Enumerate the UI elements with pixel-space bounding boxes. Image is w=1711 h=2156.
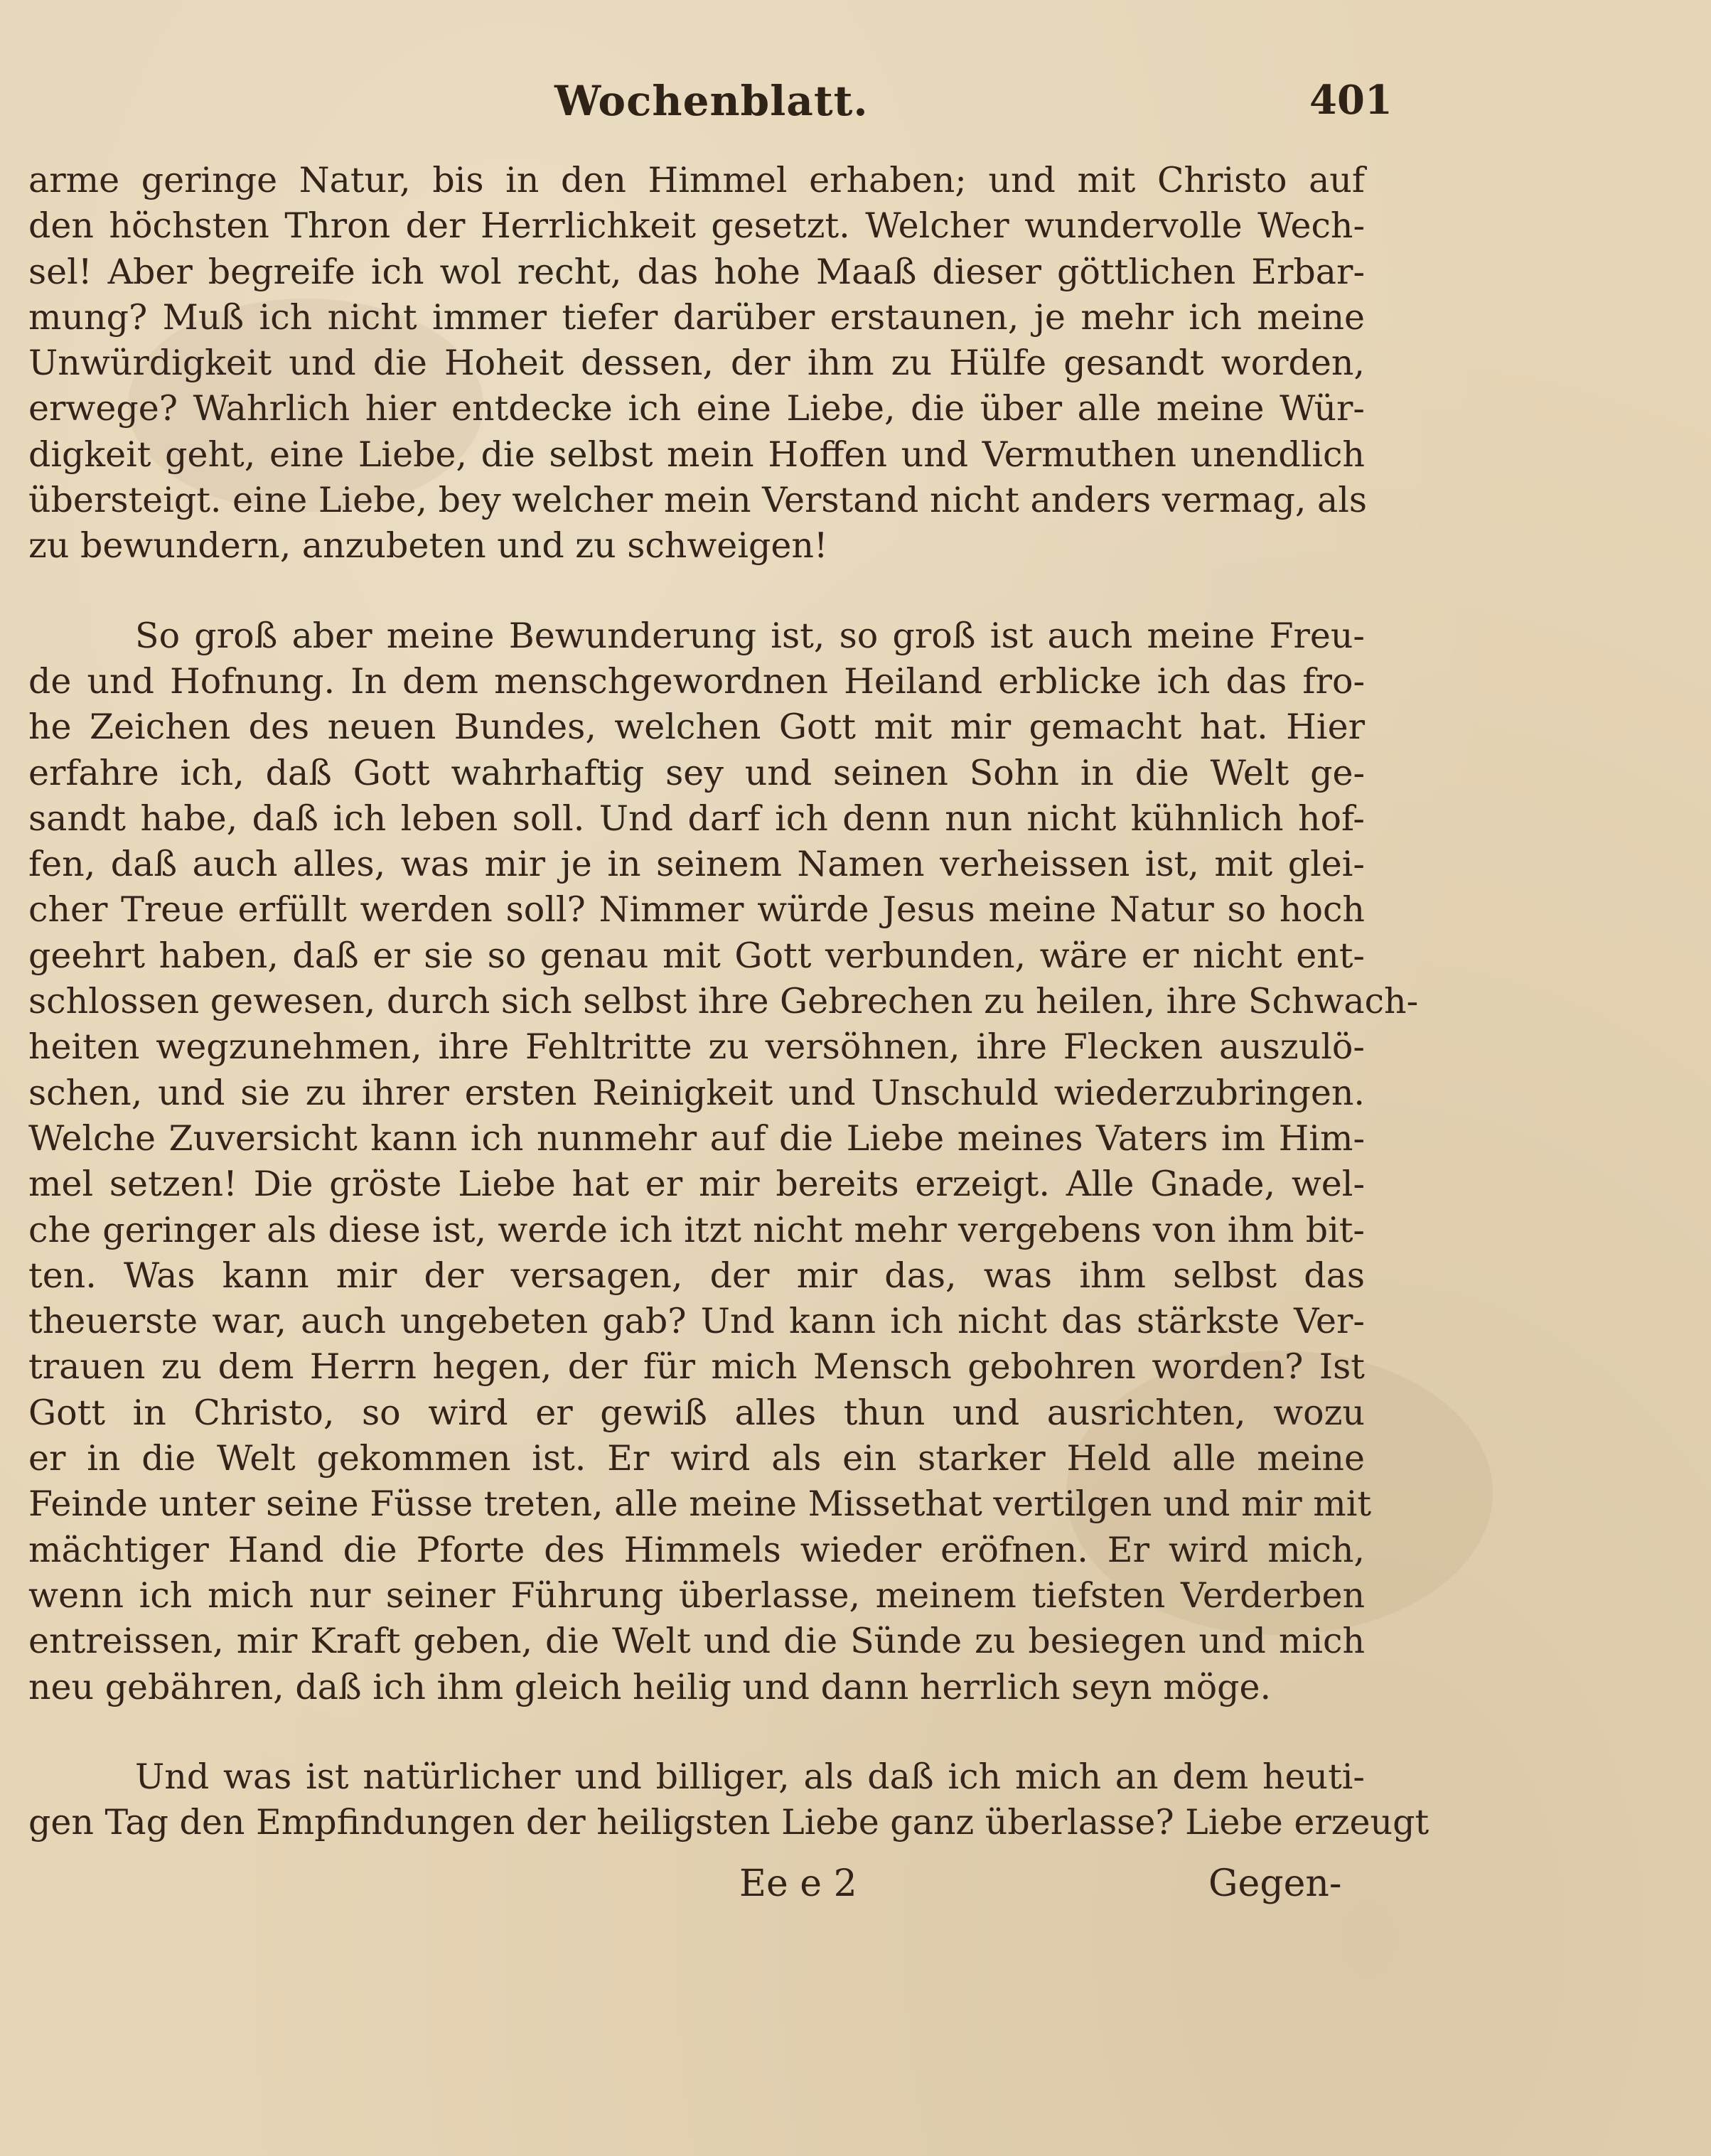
text-line: zu bewundern, anzubeten und zu schweigen! bbox=[28, 525, 828, 567]
text-line: übersteigt. eine Liebe, bey welcher mein Verstand nicht anders vermag, als bbox=[28, 480, 1368, 521]
signature-mark: Ee e 2 bbox=[739, 1862, 857, 1905]
text-line: Gott in Christo, so wird er gewiß alles thun und ausrichten, wozu bbox=[28, 1392, 1365, 1433]
text-line: gen Tag den Empfindungen der heiligsten Liebe ganz überlasse? Liebe erzeugt bbox=[28, 1802, 1430, 1843]
text-line: ten. Was kann mir der versagen, der mir das, was ihm selbst das bbox=[28, 1255, 1365, 1296]
text-line: er in die Welt gekommen ist. Er wird als ein starker Held alle meine bbox=[28, 1438, 1365, 1479]
paragraph-3 bbox=[28, 1754, 1430, 1846]
page-footer bbox=[0, 1862, 1711, 1919]
text-line: mung? Muß ich nicht immer tiefer darüber erstaunen, je mehr ich meine bbox=[28, 296, 1365, 338]
text-line: he Zeichen des neuen Bundes, welchen Gott mit mir gemacht hat. Hier bbox=[28, 707, 1365, 748]
paragraph-1 bbox=[28, 158, 1368, 569]
text-line: neu gebähren, daß ich ihm gleich heilig und dann herrlich seyn möge. bbox=[28, 1666, 1272, 1707]
text-line: den höchsten Thron der Herrlichkeit gesetzt. Welcher wundervolle Wech- bbox=[28, 205, 1365, 247]
text-line: wenn ich mich nur seiner Führung überlasse, meinem tiefsten Verderben bbox=[28, 1575, 1365, 1616]
text-line: arme geringe Natur, bis in den Himmel erhaben; und mit Christo auf bbox=[28, 160, 1365, 200]
page-header bbox=[0, 77, 1711, 134]
text-line: sandt habe, daß ich leben soll. Und darf ich denn nun nicht kühnlich hof- bbox=[28, 798, 1365, 839]
text-line: schen, und sie zu ihrer ersten Reinigkeit und Unschuld wiederzubringen. bbox=[28, 1072, 1365, 1113]
text-line: sel! Aber begreife ich wol recht, das hohe Maaß dieser göttlichen Erbar- bbox=[28, 251, 1365, 292]
text-line: Unwürdigkeit und die Hoheit dessen, der ihm zu Hülfe gesandt worden, bbox=[28, 343, 1365, 384]
text-line: cher Treue erfüllt werden soll? Nimmer würde Jesus meine Natur so hoch bbox=[28, 889, 1365, 930]
text-line: digkeit geht, eine Liebe, die selbst mein Hoffen und Vermuthen unendlich bbox=[28, 434, 1365, 475]
body-text bbox=[28, 158, 1430, 1845]
text-line: So groß aber meine Bewunderung ist, so groß ist auch meine Freu- bbox=[135, 615, 1365, 656]
text-line: erwege? Wahrlich hier entdecke ich eine Liebe, die über alle meine Wür- bbox=[28, 388, 1365, 429]
running-title: Wochenblatt. bbox=[554, 77, 869, 125]
paragraph-gap bbox=[28, 569, 1365, 613]
text-line: Und was ist natürlicher und billiger, als daß ich mich an dem heuti- bbox=[135, 1756, 1365, 1797]
text-line: schlossen gewesen, durch sich selbst ihre Gebrechen zu heilen, ihre Schwach- bbox=[28, 981, 1419, 1022]
text-line: geehrt haben, daß er sie so genau mit Gott verbunden, wäre er nicht ent- bbox=[28, 935, 1365, 976]
paragraph-2 bbox=[28, 613, 1419, 1710]
text-line: Feinde unter seine Füsse treten, alle meine Missethat vertilgen und mir mit bbox=[28, 1484, 1372, 1525]
text-line: trauen zu dem Herrn hegen, der für mich Mensch gebohren worden? Ist bbox=[28, 1346, 1365, 1388]
page-number: 401 bbox=[1309, 77, 1393, 124]
catchword: Gegen- bbox=[1208, 1862, 1342, 1905]
text-line: fen, daß auch alles, was mir je in seinem Namen verheissen ist, mit glei- bbox=[28, 844, 1365, 885]
text-line: entreissen, mir Kraft geben, die Welt und die Sünde zu besiegen und mich bbox=[28, 1621, 1365, 1662]
text-line: theuerste war, auch ungebeten gab? Und kann ich nicht das stärkste Ver- bbox=[28, 1301, 1365, 1342]
text-line: mächtiger Hand die Pforte des Himmels wieder eröfnen. Er wird mich, bbox=[28, 1529, 1365, 1570]
text-line: erfahre ich, daß Gott wahrhaftig sey und seinen Sohn in die Welt ge- bbox=[28, 752, 1365, 793]
text-line: de und Hofnung. In dem menschgewordnen Heiland erblicke ich das fro- bbox=[28, 660, 1365, 702]
text-line: che geringer als diese ist, werde ich itzt nicht mehr vergebens von ihm bit- bbox=[28, 1209, 1365, 1250]
text-line: mel setzen! Die gröste Liebe hat er mir bereits erzeigt. Alle Gnade, wel- bbox=[28, 1164, 1365, 1205]
text-line: heiten wegzunehmen, ihre Fehltritte zu versöhnen, ihre Flecken auszulö- bbox=[28, 1026, 1365, 1068]
paragraph-gap bbox=[28, 1710, 1365, 1754]
text-line: Welche Zuversicht kann ich nunmehr auf die Liebe meines Vaters im Him- bbox=[28, 1117, 1365, 1159]
